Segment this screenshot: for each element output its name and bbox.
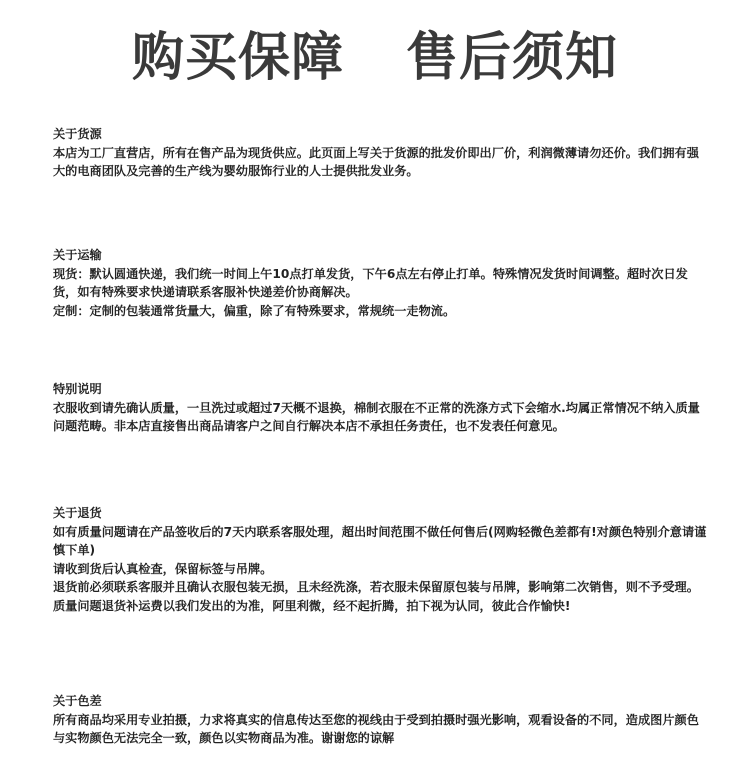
page-title	[0, 22, 750, 94]
section-heading: 关于退货	[53, 506, 102, 520]
section-source	[53, 125, 708, 181]
section-color-difference	[53, 692, 708, 748]
section-heading: 关于运输	[53, 248, 102, 262]
section-paragraph: 退货前必须联系客服并且确认衣服包装无损，且未经洗涤，若衣服未保留原包装与吊牌，影响第二次销售，则不予受理。	[53, 580, 699, 594]
title-purchase-guarantee: 购买保障	[131, 28, 344, 88]
section-returns	[53, 504, 708, 615]
title-after-sales-notice: 售后须知	[406, 28, 619, 88]
section-heading: 关于货源	[53, 127, 102, 141]
section-paragraph: 如有质量问题请在产品签收后的7天内联系客服处理，超出时间范围不做任何售后(网购轻微色差都有!对颜色特别介意请谨慎下单)	[53, 524, 707, 557]
section-paragraph: 所有商品均采用专业拍摄，力求将真实的信息传达至您的视线由于受到拍摄时强光影响，观看设备的不同，造成图片颜色与实物颜色无法完全一致，颜色以实物商品为准。谢谢您的谅解	[53, 712, 699, 745]
section-heading: 特别说明	[53, 382, 102, 396]
section-paragraph: 请收到货后认真检查，保留标签与吊牌。	[53, 561, 273, 576]
section-paragraph: 现货：默认圆通快递，我们统一时间上午10点打单发货，下午6点左右停止打单。特殊情况发货时间调整。超时次日发货，如有特殊要求快递请联系客服补快递差价协商解决。	[53, 266, 688, 299]
section-shipping	[53, 246, 708, 320]
section-special-notes	[53, 380, 708, 436]
section-paragraph: 定制：定制的包装通常货量大，偏重，除了有特殊要求，常规统一走物流。	[53, 303, 456, 318]
section-heading: 关于色差	[53, 694, 102, 708]
section-paragraph: 衣服收到请先确认质量，一旦洗过或超过7天概不退换，棉制衣服在不正常的洗涤方式下会缩水.均属正常情况不纳入质量问题范畴。非本店直接售出商品请客户之间自行解决本店不承担任务责任，也不发表任何意见。	[53, 400, 700, 433]
section-paragraph: 质量问题退货补运费以我们发出的为准，阿里利微，经不起折腾，拍下视为认同，彼此合作愉快!	[53, 598, 571, 613]
section-paragraph: 本店为工厂直营店，所有在售产品为现货供应。此页面上写关于货源的批发价即出厂价，利润微薄请勿还价。我们拥有强大的电商团队及完善的生产线为婴幼服饰行业的人士提供批发业务。	[53, 145, 699, 178]
